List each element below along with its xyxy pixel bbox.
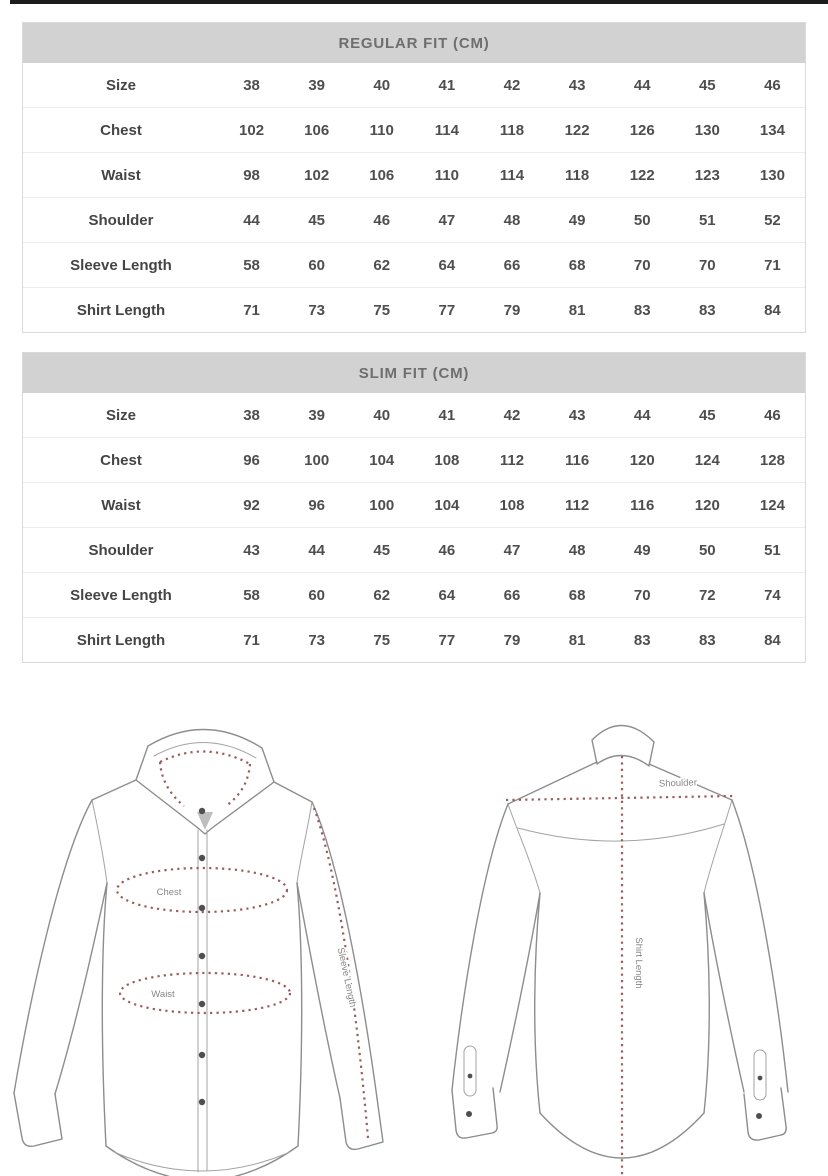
row-label: Sleeve Length xyxy=(23,243,219,288)
back-left-sleeve-inner xyxy=(500,893,540,1092)
slim-fit-table xyxy=(22,352,806,663)
value-cell: 102 xyxy=(284,153,349,198)
front-collar-button-placket xyxy=(197,812,213,830)
back-left-cuff-button xyxy=(466,1111,472,1117)
value-cell: 124 xyxy=(675,438,740,483)
value-cell: 98 xyxy=(219,153,284,198)
table-row xyxy=(23,528,805,573)
table-row xyxy=(23,243,805,288)
value-cell: 118 xyxy=(479,108,544,153)
row-label: Size xyxy=(105,76,136,94)
value-cell: 104 xyxy=(349,438,414,483)
value-cell: 100 xyxy=(349,483,414,528)
value-cell: 110 xyxy=(349,108,414,153)
value-cell: 49 xyxy=(545,198,610,243)
neck-measure-line xyxy=(160,751,250,764)
value-cell: 84 xyxy=(740,288,805,333)
value-cell: 38 xyxy=(243,406,260,424)
value-cell: 39 xyxy=(308,76,325,94)
value-cell: 96 xyxy=(219,438,284,483)
value-cell: 68 xyxy=(545,573,610,618)
value-cell: 83 xyxy=(610,288,675,333)
row-label: Shirt Length xyxy=(23,288,219,333)
value-cell: 104 xyxy=(414,483,479,528)
value-cell: 130 xyxy=(740,153,805,198)
value-cell: 46 xyxy=(764,406,781,424)
sleeve-length-label: Sleeve Length xyxy=(334,946,359,1009)
shirt-back-diagram xyxy=(440,698,828,1176)
value-cell: 122 xyxy=(610,153,675,198)
front-hem-stitch xyxy=(114,1152,290,1171)
front-left-sleeve-outer xyxy=(14,800,92,1093)
value-cell: 40 xyxy=(373,76,391,94)
value-cell: 45 xyxy=(698,406,716,424)
value-cell: 71 xyxy=(219,288,284,333)
value-cell: 83 xyxy=(675,288,740,333)
value-cell: 48 xyxy=(545,528,610,573)
value-cell: 73 xyxy=(284,288,349,333)
value-cell: 40 xyxy=(373,406,391,424)
value-cell: 79 xyxy=(479,618,544,663)
front-body-right xyxy=(297,883,302,1146)
value-cell: 45 xyxy=(284,198,349,243)
value-cell: 84 xyxy=(740,618,805,663)
front-buttons xyxy=(199,808,205,1105)
value-cell: 112 xyxy=(479,438,544,483)
slim-fit-measurements xyxy=(23,393,805,662)
value-cell: 120 xyxy=(610,438,675,483)
row-label: Shirt Length xyxy=(23,618,219,663)
value-cell: 70 xyxy=(675,243,740,288)
value-cell: 134 xyxy=(740,108,805,153)
measurement-diagrams xyxy=(0,698,828,1176)
table-row xyxy=(23,108,805,153)
value-cell: 42 xyxy=(503,406,521,424)
value-cell: 46 xyxy=(349,198,414,243)
value-cell: 68 xyxy=(545,243,610,288)
value-cell: 75 xyxy=(349,618,414,663)
neck-measure-line-left xyxy=(160,762,184,806)
table-row xyxy=(23,288,805,333)
value-cell: 110 xyxy=(414,153,479,198)
value-cell: 41 xyxy=(438,406,456,424)
value-cell: 38 xyxy=(243,76,260,94)
value-cell: 120 xyxy=(675,483,740,528)
value-cell: 124 xyxy=(740,483,805,528)
value-cell: 60 xyxy=(284,243,349,288)
back-left-cuff xyxy=(452,1088,497,1138)
value-cell: 50 xyxy=(675,528,740,573)
value-cell: 108 xyxy=(414,438,479,483)
value-cell: 70 xyxy=(610,243,675,288)
value-cell: 43 xyxy=(568,406,586,424)
value-cell: 83 xyxy=(610,618,675,663)
table-row xyxy=(23,483,805,528)
value-cell: 46 xyxy=(414,528,479,573)
table-row xyxy=(23,393,805,438)
value-cell: 81 xyxy=(545,618,610,663)
value-cell: 73 xyxy=(284,618,349,663)
value-cell: 123 xyxy=(675,153,740,198)
value-cell: 116 xyxy=(610,483,675,528)
value-cell: 77 xyxy=(414,288,479,333)
value-cell: 44 xyxy=(633,406,651,424)
row-label: Size xyxy=(105,406,136,424)
value-cell: 114 xyxy=(414,108,479,153)
value-cell: 100 xyxy=(284,438,349,483)
value-cell: 45 xyxy=(349,528,414,573)
value-cell: 126 xyxy=(610,108,675,153)
neck-measure-line-right xyxy=(226,764,250,806)
value-cell: 72 xyxy=(675,573,740,618)
value-cell: 48 xyxy=(479,198,544,243)
back-left-armhole-seam xyxy=(508,804,540,893)
value-cell: 44 xyxy=(219,198,284,243)
table-row xyxy=(23,618,805,663)
value-cell: 81 xyxy=(545,288,610,333)
value-cell: 118 xyxy=(545,153,610,198)
front-body-left xyxy=(102,883,107,1146)
value-cell: 130 xyxy=(675,108,740,153)
waist-measure-ellipse xyxy=(120,973,290,1013)
table-row xyxy=(23,198,805,243)
row-label: Waist xyxy=(23,483,219,528)
front-collar-band-line xyxy=(154,742,256,758)
value-cell: 77 xyxy=(414,618,479,663)
value-cell: 106 xyxy=(349,153,414,198)
value-cell: 64 xyxy=(414,573,479,618)
value-cell: 58 xyxy=(219,243,284,288)
top-edge-line xyxy=(10,0,828,4)
value-cell: 43 xyxy=(219,528,284,573)
value-cell: 66 xyxy=(479,573,544,618)
value-cell: 92 xyxy=(219,483,284,528)
shoulder-label: Shoulder xyxy=(658,777,698,790)
back-body-left xyxy=(535,893,540,1113)
row-label: Waist xyxy=(23,153,219,198)
value-cell: 45 xyxy=(698,76,716,94)
value-cell: 106 xyxy=(284,108,349,153)
value-cell: 114 xyxy=(479,153,544,198)
shirt-front-diagram xyxy=(0,698,420,1176)
waist-label: Waist xyxy=(151,989,175,1000)
value-cell: 116 xyxy=(545,438,610,483)
back-right-cuff xyxy=(744,1088,786,1140)
value-cell: 96 xyxy=(284,483,349,528)
value-cell: 46 xyxy=(764,76,781,94)
front-left-sleeve-inner xyxy=(55,883,107,1094)
slim-fit-title: SLIM FIT (CM) xyxy=(358,364,470,382)
value-cell: 47 xyxy=(479,528,544,573)
value-cell: 83 xyxy=(675,618,740,663)
front-left-cuff xyxy=(14,1093,62,1146)
value-cell: 60 xyxy=(284,573,349,618)
back-right-armhole-seam xyxy=(704,800,732,893)
front-right-armhole-seam xyxy=(297,802,312,883)
value-cell: 71 xyxy=(219,618,284,663)
back-left-sleeve-outer xyxy=(452,804,508,1090)
row-label: Sleeve Length xyxy=(23,573,219,618)
value-cell: 51 xyxy=(740,528,805,573)
back-collar-outline xyxy=(592,725,654,766)
value-cell: 52 xyxy=(740,198,805,243)
shirt-length-label: Shirt Length xyxy=(633,937,644,989)
value-cell: 47 xyxy=(414,198,479,243)
back-body-right xyxy=(704,893,709,1113)
table-row xyxy=(23,63,805,108)
value-cell: 62 xyxy=(349,243,414,288)
back-right-cuff-button xyxy=(756,1113,762,1119)
regular-fit-title: REGULAR FIT (CM) xyxy=(338,34,490,52)
chest-label: Chest xyxy=(156,887,182,898)
value-cell: 58 xyxy=(219,573,284,618)
value-cell: 43 xyxy=(568,76,586,94)
value-cell: 74 xyxy=(740,573,805,618)
table-row xyxy=(23,573,805,618)
front-right-cuff xyxy=(340,1098,383,1149)
value-cell: 41 xyxy=(438,76,456,94)
back-left-sleeve-placket xyxy=(464,1046,476,1096)
value-cell: 42 xyxy=(503,76,521,94)
value-cell: 75 xyxy=(349,288,414,333)
value-cell: 49 xyxy=(610,528,675,573)
value-cell: 102 xyxy=(219,108,284,153)
regular-fit-measurements xyxy=(23,63,805,332)
value-cell: 112 xyxy=(545,483,610,528)
value-cell: 50 xyxy=(610,198,675,243)
value-cell: 70 xyxy=(610,573,675,618)
table-row xyxy=(23,438,805,483)
value-cell: 39 xyxy=(308,406,325,424)
regular-fit-table xyxy=(22,22,806,333)
back-right-sleeve-outer xyxy=(732,800,788,1092)
value-cell: 51 xyxy=(675,198,740,243)
value-cell: 128 xyxy=(740,438,805,483)
value-cell: 79 xyxy=(479,288,544,333)
back-right-sleeve-placket xyxy=(754,1050,766,1100)
table-row xyxy=(23,153,805,198)
back-right-sleeve-inner xyxy=(704,893,744,1092)
row-label: Shoulder xyxy=(23,528,219,573)
row-label: Chest xyxy=(23,438,219,483)
value-cell: 62 xyxy=(349,573,414,618)
row-label: Chest xyxy=(23,108,219,153)
value-cell: 66 xyxy=(479,243,544,288)
value-cell: 44 xyxy=(284,528,349,573)
regular-fit-title-bar xyxy=(23,23,805,63)
front-left-shoulder-seam xyxy=(92,780,136,800)
shoulder-measure-line xyxy=(506,796,734,800)
value-cell: 71 xyxy=(740,243,805,288)
back-right-placket-button xyxy=(758,1076,763,1081)
value-cell: 44 xyxy=(633,76,651,94)
front-right-shoulder-seam xyxy=(274,782,312,802)
row-label: Shoulder xyxy=(23,198,219,243)
value-cell: 108 xyxy=(479,483,544,528)
front-right-sleeve-inner xyxy=(297,883,340,1098)
back-left-placket-button xyxy=(468,1074,473,1079)
front-left-armhole-seam xyxy=(92,800,107,883)
value-cell: 122 xyxy=(545,108,610,153)
value-cell: 64 xyxy=(414,243,479,288)
slim-fit-title-bar xyxy=(23,353,805,393)
